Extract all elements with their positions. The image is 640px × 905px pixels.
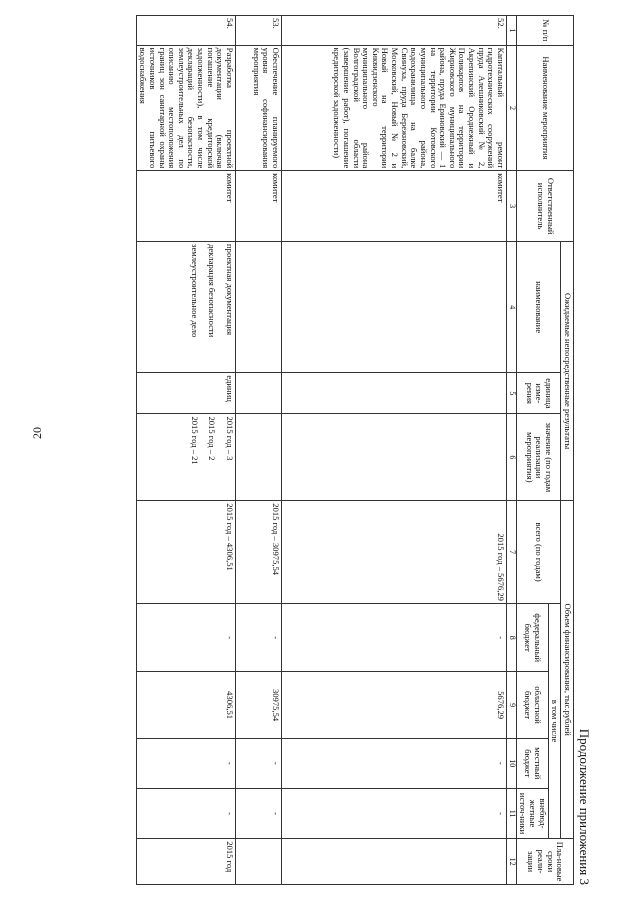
row-unit bbox=[281, 373, 506, 414]
row-values bbox=[281, 414, 506, 501]
row-values bbox=[136, 414, 235, 501]
row-name: Разработка проектной документации (включая погашение кредиторской задолженности), в том числе деклараций безопасности, землеустроительных дел по описанию местоположения границ зон санитарной охраны источников питьевого водоснабжения bbox=[136, 45, 235, 171]
col-number: 1 bbox=[506, 16, 516, 46]
table-row bbox=[235, 16, 281, 885]
row-executor: комитет bbox=[136, 171, 235, 242]
row-local: - bbox=[235, 738, 281, 788]
row-extra: - bbox=[136, 788, 235, 838]
row-num: 52. bbox=[281, 16, 506, 46]
row-extra: - bbox=[281, 788, 506, 838]
row-unit bbox=[235, 373, 281, 414]
header-num: № п/п bbox=[516, 16, 573, 46]
row-local: - bbox=[281, 738, 506, 788]
row-result-names bbox=[281, 242, 506, 373]
row-regional: 30975,54 bbox=[235, 672, 281, 738]
funding-table bbox=[136, 15, 574, 885]
row-values bbox=[235, 414, 281, 501]
row-federal: - bbox=[235, 603, 281, 672]
row-result-names bbox=[136, 242, 235, 373]
header-res-value: значение (по годам реализации мероприятия) bbox=[516, 414, 561, 501]
row-extra: - bbox=[235, 788, 281, 838]
col-number: 12 bbox=[506, 839, 516, 885]
header-res-unit: единица изме-рения bbox=[516, 373, 561, 414]
row-num: 53. bbox=[235, 16, 281, 46]
row-federal: - bbox=[281, 603, 506, 672]
result-name: проектная документация bbox=[224, 244, 235, 336]
header-federal: федеральный бюджет bbox=[516, 603, 548, 672]
row-total: 2015 год – 5676,29 bbox=[281, 501, 506, 604]
col-number: 11 bbox=[506, 788, 516, 838]
row-total: 2015 год – 4306,51 bbox=[136, 501, 235, 604]
row-num: 54. bbox=[136, 16, 235, 46]
row-federal: - bbox=[136, 603, 235, 672]
col-number: 5 bbox=[506, 373, 516, 414]
col-number: 2 bbox=[506, 45, 516, 171]
header-executor: Ответственный исполнитель bbox=[516, 171, 573, 242]
row-deadline bbox=[281, 839, 506, 885]
document-sheet bbox=[97, 15, 592, 885]
header-regional: областной бюджет bbox=[516, 672, 548, 738]
continuation-label: Продолжение приложения 3 bbox=[577, 728, 592, 885]
col-number: 6 bbox=[506, 414, 516, 501]
result-value: 2015 год – 3 bbox=[224, 416, 235, 461]
col-number: 10 bbox=[506, 738, 516, 788]
col-number: 9 bbox=[506, 672, 516, 738]
table-row bbox=[281, 16, 506, 885]
col-number: 7 bbox=[506, 501, 516, 604]
header-funding-group: Объем финансирования, тыс.рублей bbox=[561, 501, 574, 839]
col-number: 3 bbox=[506, 171, 516, 242]
row-regional: 4306,51 bbox=[136, 672, 235, 738]
result-value: 2015 год – 2 bbox=[207, 416, 218, 461]
table-row bbox=[136, 16, 235, 885]
header-res-name: наименование bbox=[516, 242, 561, 373]
row-result-names bbox=[235, 242, 281, 373]
row-executor: комитет bbox=[281, 171, 506, 242]
header-results-group: Ожидаемые непосредственные результаты bbox=[561, 242, 574, 501]
row-regional: 5676,29 bbox=[281, 672, 506, 738]
page-number: 20 bbox=[30, 427, 44, 439]
row-name: Капитальный ремонт гидротехнических сооружений пруда Алешниковский № 2, Акрепинский Ороднежный и Поликарпов на территории Жирновского муниципального района, пруда Ериновский — 1 на территории Котовского муниципального района, водохранилища на балке Свинуха, пруда Бережновский, Московский, Новый № 2 и Новый на территории Киквидзенского муниципального района Волгоградской области (завершение работ), погашение кредиторской задолженности) bbox=[281, 45, 506, 171]
row-total: 2015 год – 30975,54 bbox=[235, 501, 281, 604]
col-number: 8 bbox=[506, 603, 516, 672]
row-deadline bbox=[235, 839, 281, 885]
header-deadline: Пла-новые сроки реали-зации bbox=[516, 839, 573, 885]
header-local: местный бюджет bbox=[516, 738, 548, 788]
result-name: декларация безопасности bbox=[207, 244, 218, 338]
row-executor: комитет bbox=[235, 171, 281, 242]
header-extra: внебюд-жетные источ-ники bbox=[516, 788, 548, 838]
result-value: 2015 год – 21 bbox=[189, 416, 200, 465]
header-total: всего (по годам) bbox=[516, 501, 561, 604]
row-unit: единиц bbox=[136, 373, 235, 414]
col-number: 4 bbox=[506, 242, 516, 373]
header-name: Наименование мероприятия bbox=[516, 45, 573, 171]
header-incl: в том числе bbox=[548, 603, 561, 838]
row-local: - bbox=[136, 738, 235, 788]
result-name: землеустроительное дело bbox=[189, 244, 200, 338]
row-deadline: 2015 год bbox=[136, 839, 235, 885]
row-name: Обеспечение планируемого уровня софинансирования мероприятия bbox=[235, 45, 281, 171]
